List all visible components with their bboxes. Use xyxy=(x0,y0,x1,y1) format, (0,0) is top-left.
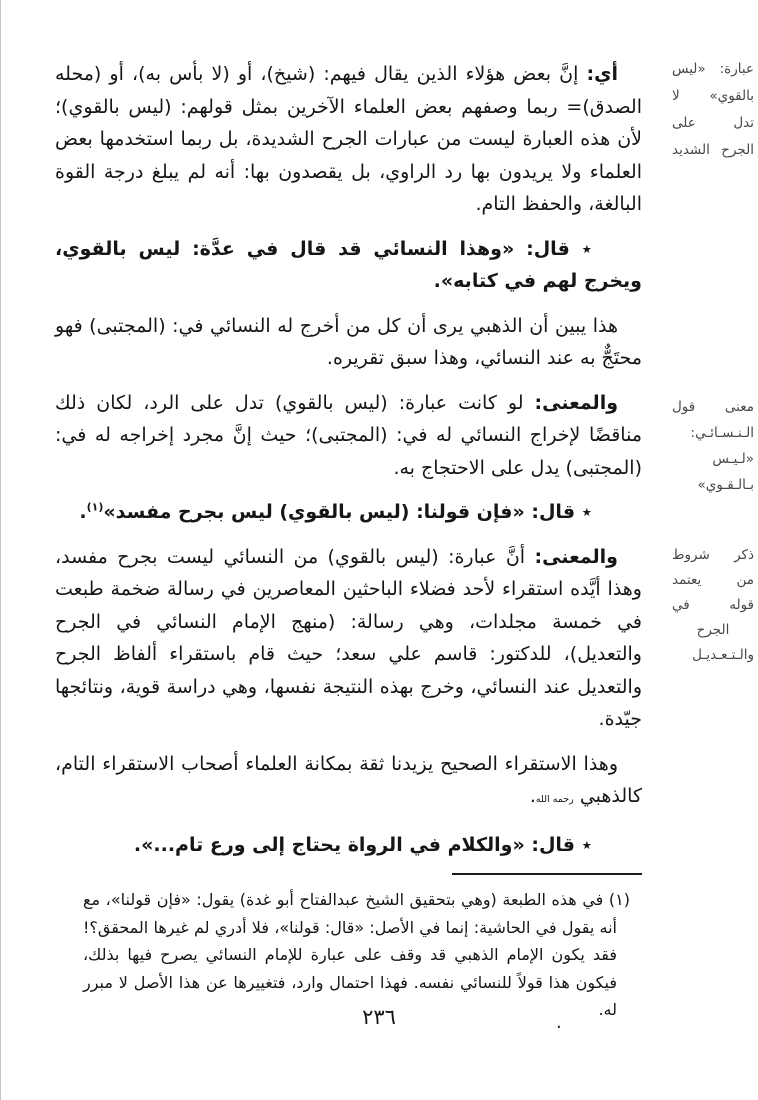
margin-note-line: الجرح xyxy=(696,622,730,638)
footnote-separator-line xyxy=(452,873,642,875)
paragraph-lead: أي: xyxy=(586,63,618,85)
page-number: ٢٣٦ xyxy=(362,1005,396,1029)
margin-note-line: ذكر شروط xyxy=(672,547,754,563)
quote-paragraph xyxy=(55,829,642,862)
quote-paragraph xyxy=(55,496,642,529)
paragraph xyxy=(55,58,642,221)
quote-tail: . xyxy=(79,501,87,523)
paragraph-text: إنَّ بعض هؤلاء الذين يقال فيهم: (شيخ)، أو (لا بأس به)، أو (محله الصدق)= ربما وصفهم بعض العلماء الآخرين بمثل قولهم: (ليس بالقوي)؛ لأن هذه العبارة ليست من عبارات الجرح الشديدة، بل ربما استخدمها بعض العلماء ولا يريدون بها رد الراوي، بل يقصدون بها: أنه لم يبلغ درجة القوة البالغة، والحفظ التام. xyxy=(55,63,642,215)
paragraph-text: أنَّ عبارة: (ليس بالقوي) من النسائي ليست بجرح مفسد، وهذا أيَّده استقراء لأحد فضلاء الباحثين المعاصرين في رسالة ضخمة طبعت في خمسة مجلدات، وهي رسالة: (منهج الإمام النسائي في الجرح والتعديل)، للدكتور: قاسم علي سعد؛ حيث قام باستقراء ألفاظ الجرح والتعديل عند النسائي، وخرج بهذه النتيجة نفسها، وهي دراسة قوية، ونتائجها جيّدة. xyxy=(55,545,642,730)
paragraph xyxy=(55,310,642,375)
rahimahullah-honorific: رحمه الله xyxy=(535,794,574,805)
stray-dot: . xyxy=(556,1012,562,1033)
asterisk-marker-icon: ٭ xyxy=(581,833,592,856)
margin-note xyxy=(672,394,754,498)
paragraph xyxy=(55,541,642,736)
paragraph xyxy=(55,387,642,485)
paragraph-text: وهذا الاستقراء الصحيح يزيدنا ثقة بمكانة العلماء أصحاب الاستقراء التام، كالذهبي xyxy=(55,752,642,807)
page-edge-line xyxy=(0,0,1,1100)
margin-note-line: من يعتمد xyxy=(672,572,754,588)
margin-note-line: قوله في xyxy=(672,597,754,613)
footnote-text: في هذه الطبعة (وهي بتحقيق الشيخ عبدالفتاح أبو غدة) يقول: «فإن قولنا»، مع أنه يقول في الحاشية: إنما في الأصل: «قال: قولنا»، فلا أدري لم غيرها المحقق؟! فقد يكون الإمام الذهبي قد وقف على عبارة للإمام النسائي يصرح فيها بذلك، فيكون هذا قولاً للنسائي نفسه. فهذا احتمال وارد، فتغييرها عن هذا الأصل لا مبرر له. xyxy=(83,890,617,1019)
margin-note-line: الـنـسـائـي: xyxy=(690,425,754,441)
margin-note-line: «لـيـس xyxy=(712,451,754,467)
margin-note xyxy=(672,56,754,164)
paragraph-text: لو كانت عبارة: (ليس بالقوي) تدل على الرد، لكان ذلك مناقضًا لإخراج النسائي له في: (المجتبى)؛ حيث إنَّ مجرد إخراجه له في: (المجتبى) يدل على الاحتجاج به. xyxy=(55,391,642,479)
footnote-marker: (١) xyxy=(608,890,630,909)
footnote-reference: (١) xyxy=(86,500,104,514)
margin-note xyxy=(672,543,754,668)
asterisk-marker-icon: ٭ xyxy=(581,501,592,523)
margin-note-line: بـالـقـوي» xyxy=(697,477,754,493)
paragraph-tail: . xyxy=(529,785,536,807)
paragraph xyxy=(55,748,642,817)
paragraph-text: هذا يبين أن الذهبي يرى أن كل من أخرج له النسائي في: (المجتبى) فهو محتَجٌّ به عند النسائي، وهذا سبق تقريره. xyxy=(55,314,642,369)
margin-note-line: بالقوي» لا xyxy=(672,88,754,104)
quote-text: قال: «فإن قولنا: (ليس بالقوي) ليس بجرح مفسد» xyxy=(103,501,576,523)
paragraph-lead: والمعنى: xyxy=(534,391,619,414)
margin-note-line: والـتـعـديـل xyxy=(692,647,754,663)
quote-text: قال: «وهذا النسائي قد قال في عدَّة: ليس بالقوي، ويخرج لهم في كتابه». xyxy=(55,237,642,292)
margin-notes-column xyxy=(672,0,754,1100)
margin-note-line: الجرح الشديد xyxy=(672,142,754,158)
asterisk-marker-icon: ٭ xyxy=(581,237,592,260)
margin-note-line: عبارة: «ليس xyxy=(672,61,754,77)
margin-note-line: معنى قول xyxy=(672,399,754,415)
paragraph-lead: والمعنى: xyxy=(534,545,618,568)
quote-text: قال: «والكلام في الرواة يحتاج إلى ورع تام...». xyxy=(133,833,576,856)
main-text-column xyxy=(55,58,642,1024)
margin-note-line: تدل على xyxy=(672,115,754,131)
quote-paragraph xyxy=(55,233,642,298)
footnote xyxy=(55,886,642,1024)
